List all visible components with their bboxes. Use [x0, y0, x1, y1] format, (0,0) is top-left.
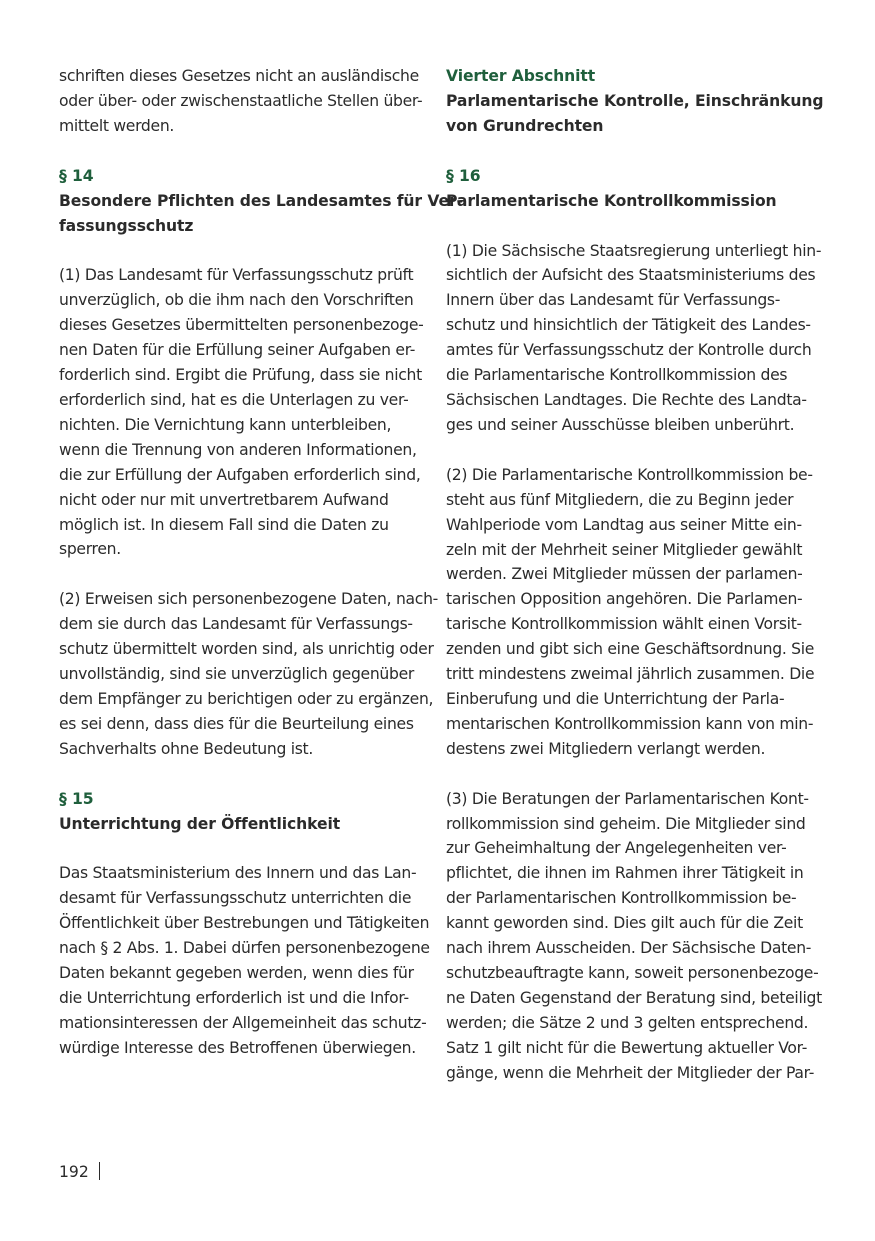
- text-line: Satz 1 gilt nicht für die Bewertung aktueller Vor-: [446, 1038, 808, 1057]
- text-line: ne Daten Gegenstand der Beratung sind, beteiligt: [446, 988, 822, 1007]
- text-line: rollkommission sind geheim. Die Mitglieder sind: [446, 814, 806, 833]
- section-number: § 16: [446, 166, 481, 185]
- text-line: Sächsischen Landtages. Die Rechte des Landta-: [446, 390, 807, 409]
- section-title: Besondere Pflichten des Landesamtes für Ver-: [59, 191, 463, 210]
- paragraph-2: [59, 587, 438, 761]
- chapter-title: Parlamentarische Kontrolle, Einschränkung: [446, 91, 824, 110]
- section-15: [59, 787, 430, 1061]
- text-line: oder über- oder zwischenstaatliche Stellen über-: [59, 91, 423, 110]
- section-title: Parlamentarische Kontrollkommission: [446, 191, 777, 210]
- page-footer: [59, 1160, 100, 1184]
- text-line: schutz und hinsichtlich der Tätigkeit des Landes-: [446, 316, 811, 335]
- text-line: Wahlperiode vom Landtag aus seiner Mitte ein-: [446, 515, 802, 534]
- text-line: mittelt werden.: [59, 116, 175, 135]
- text-line: dieses Gesetzes übermittelten personenbezoge-: [59, 316, 424, 335]
- paragraph-1: [59, 861, 430, 1060]
- paragraph-1: [59, 263, 424, 562]
- text-line: ges und seiner Ausschüsse bleiben unberührt.: [446, 415, 795, 434]
- text-line: unvollständig, sind sie unverzüglich gegenüber: [59, 665, 415, 684]
- text-line: gänge, wenn die Mehrheit der Mitglieder der Par-: [446, 1063, 815, 1082]
- text-line: schriften dieses Gesetzes nicht an ausländische: [59, 67, 419, 85]
- text-line: der Parlamentarischen Kontrollkommission be-: [446, 889, 797, 908]
- text-line: nichten. Die Vernichtung kann unterbleiben,: [59, 415, 392, 434]
- text-line: schutzbeauftragte kann, soweit personenbezoge-: [446, 964, 819, 982]
- text-line: pflichtet, die ihnen im Rahmen ihrer Tätigkeit in: [446, 864, 804, 883]
- chapter-label: Vierter Abschnitt: [446, 67, 596, 85]
- text-line: sperren.: [59, 540, 121, 559]
- text-line: dem Empfänger zu berichtigen oder zu ergänzen,: [59, 689, 434, 708]
- paragraph-1: [446, 239, 822, 438]
- section-number: § 14: [59, 166, 94, 185]
- chapter-title: von Grundrechten: [446, 116, 604, 135]
- section-14: [59, 164, 463, 762]
- text-line: steht aus fünf Mitgliedern, die zu Beginn jeder: [446, 490, 794, 509]
- text-line: Öffentlichkeit über Bestrebungen und Tätigkeiten: [59, 914, 430, 933]
- text-line: nach § 2 Abs. 1. Dabei dürfen personenbezogene: [59, 939, 430, 958]
- text-line: zeln mit der Mehrheit seiner Mitglieder gewählt: [446, 540, 803, 559]
- text-line: erforderlich sind, hat es die Unterlagen zu ver-: [59, 390, 409, 409]
- text-line: zur Geheimhaltung der Angelegenheiten ver-: [446, 839, 787, 858]
- text-line: tarischen Opposition angehören. Die Parlamen-: [446, 590, 803, 609]
- text-line: kannt geworden sind. Dies gilt auch für die Zeit: [446, 914, 803, 933]
- text-line: tarische Kontrollkommission wählt einen Vorsit-: [446, 615, 802, 634]
- paragraph-2: [446, 463, 815, 762]
- text-line: nicht oder nur mit unvertretbarem Aufwand: [59, 490, 389, 509]
- text-line: (2) Die Parlamentarische Kontrollkommission be-: [446, 465, 813, 484]
- text-line: (3) Die Beratungen der Parlamentarischen Kont-: [446, 789, 809, 808]
- text-line: die Unterrichtung erforderlich ist und die Infor-: [59, 989, 409, 1007]
- text-line: schutz übermittelt worden sind, als unrichtig oder: [59, 640, 434, 659]
- text-line: Innern über das Landesamt für Verfassungs-: [446, 291, 781, 310]
- text-line: destens zwei Mitgliedern verlangt werden.: [446, 739, 766, 758]
- section-number: § 15: [59, 789, 94, 808]
- text-line: nen Daten für die Erfüllung seiner Aufgaben er-: [59, 341, 416, 360]
- text-line: die zur Erfüllung der Aufgaben erforderlich sind,: [59, 465, 421, 484]
- intro-paragraph: [59, 64, 423, 139]
- text-line: möglich ist. In diesem Fall sind die Daten zu: [59, 515, 389, 534]
- text-line: Sachverhalts ohne Bedeutung ist.: [59, 739, 314, 758]
- page-number: 192: [59, 1163, 89, 1181]
- text-line: zenden und gibt sich eine Geschäftsordnung. Sie: [446, 640, 815, 659]
- text-line: (1) Das Landesamt für Verfassungsschutz prüft: [59, 266, 414, 285]
- text-line: es sei denn, dass dies für die Beurteilung eines: [59, 714, 414, 733]
- text-line: werden; die Sätze 2 und 3 gelten entsprechend.: [446, 1013, 809, 1032]
- text-line: Einberufung und die Unterrichtung der Parla-: [446, 689, 785, 708]
- text-line: Das Staatsministerium des Innern und das Lan-: [59, 864, 417, 883]
- text-line: nach ihrem Ausscheiden. Der Sächsische Daten-: [446, 939, 812, 958]
- text-line: mationsinteressen der Allgemeinheit das schutz-: [59, 1013, 427, 1032]
- text-line: sichtlich der Aufsicht des Staatsministeriums des: [446, 266, 816, 285]
- footer-divider: [99, 1162, 100, 1180]
- text-line: unverzüglich, ob die ihm nach den Vorschriften: [59, 291, 414, 310]
- section-title: fassungsschutz: [59, 216, 194, 235]
- text-line: dem sie durch das Landesamt für Verfassungs-: [59, 615, 413, 634]
- text-line: werden. Zwei Mitglieder müssen der parlamen-: [446, 565, 803, 584]
- text-line: desamt für Verfassungsschutz unterrichten die: [59, 889, 412, 908]
- text-line: mentarischen Kontrollkommission kann von min-: [446, 714, 814, 733]
- section-16: [446, 164, 822, 1086]
- text-line: würdige Interesse des Betroffenen überwiegen.: [59, 1038, 416, 1057]
- right-column: [446, 64, 824, 1086]
- text-line: (1) Die Sächsische Staatsregierung unterliegt hin-: [446, 241, 822, 260]
- text-line: wenn die Trennung von anderen Informationen,: [59, 440, 417, 459]
- text-line: tritt mindestens zweimal jährlich zusammen. Die: [446, 665, 815, 684]
- section-title: Unterrichtung der Öffentlichkeit: [59, 814, 341, 833]
- text-line: forderlich sind. Ergibt die Prüfung, dass sie nicht: [59, 366, 422, 385]
- paragraph-3: [446, 787, 822, 1086]
- text-line: (2) Erweisen sich personenbezogene Daten, nach-: [59, 590, 438, 609]
- text-line: Daten bekannt gegeben werden, wenn dies für: [59, 964, 414, 983]
- text-line: die Parlamentarische Kontrollkommission des: [446, 366, 788, 385]
- left-column: [59, 64, 463, 1061]
- text-line: amtes für Verfassungsschutz der Kontrolle durch: [446, 341, 812, 360]
